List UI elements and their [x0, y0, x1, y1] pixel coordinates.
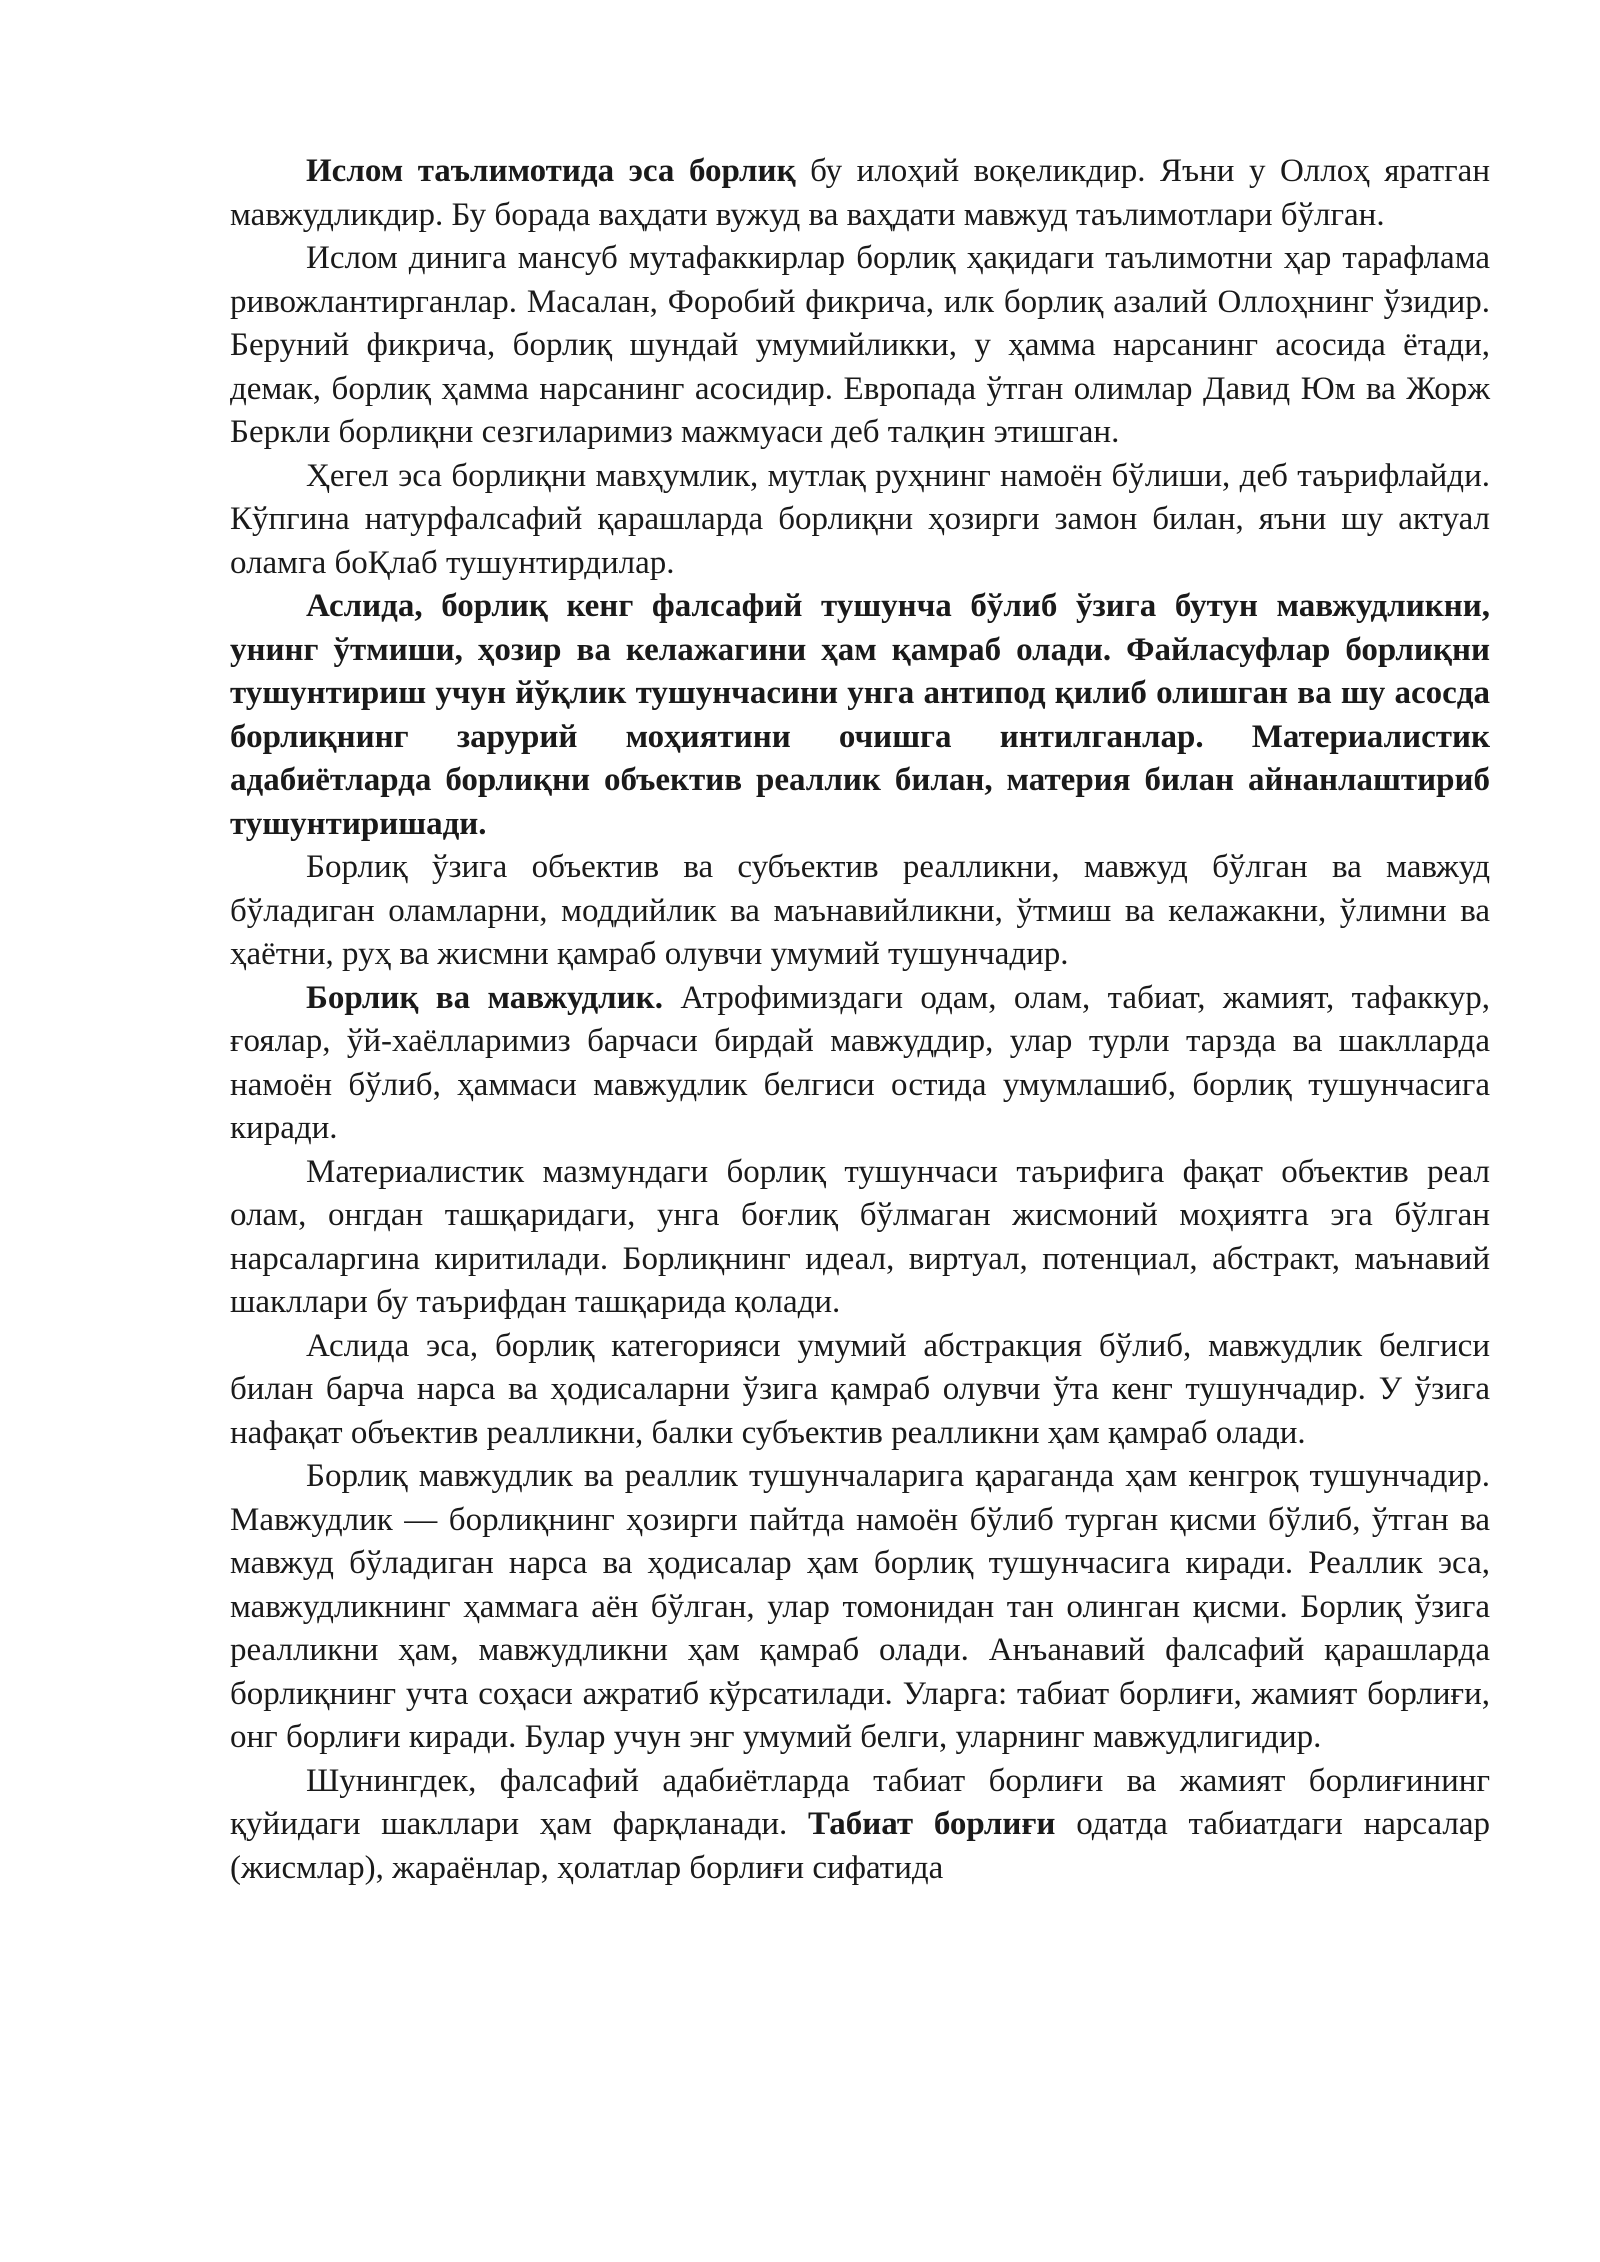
paragraph-text-after: одатда табиатдаги нарсалар (жисмлар), жараёнлар, ҳолатлар борлиғи сифатида — [230, 1806, 1490, 1886]
paragraph-being-and-existence — [230, 977, 1490, 1151]
paragraph-lead-bold: Ислом таълимотида эса борлиқ — [306, 153, 796, 189]
paragraph-text: бу илоҳий воқеликдир. Яъни у Оллоҳ яратган мавжудликдир. Бу борада ваҳдати вужуд ва ваҳдати мавжуд таълимотлари бўлган. — [230, 153, 1490, 233]
paragraph-text: Ислом динига мансуб мутафаккирлар борлиқ ҳақидаги таълимотни ҳар тарафлама ривожлантирганлар. Масалан, Форобий фикрича, илк борлиқ азалий Оллоҳнинг ўзидир. Беруний фикрича, борлиқ шундай умумийликки, у ҳамма нарсанинг асосида ётади, демак, борлиқ ҳамма нарсанинг асосидир. Европада ўтган олимлар Давид Юм ва Жорж Беркли борлиқни сезгиларимиз мажмуаси деб талқин этишган. — [230, 240, 1490, 450]
paragraph-general-concept — [230, 846, 1490, 977]
paragraph-text: Материалистик мазмундаги борлиқ тушунчаси таърифига фақат объектив реал олам, онгдан ташқаридаги, унга боғлиқ бўлмаган жисмоний моҳиятга эга бўлган нарсаларгина киритилади. Борлиқнинг идеал, виртуал, потенциал, абстракт, маънавий шакллари бу таърифдан ташқарида қолади. — [230, 1153, 1490, 1320]
paragraph-category-abstraction — [230, 1325, 1490, 1456]
paragraph-text: Атрофимиздаги одам, олам, табиат, жамият, тафаккур, ғоялар, ўй-хаёлларимиз барчаси бирдай мавжуддир, улар турли тарзда ва шаклларда намоён бўлиб, ҳаммаси мавжудлик белгиси остида умумлашиб, борлиқ тушунчасига киради. — [230, 979, 1490, 1146]
paragraph-text: Аслида эса, борлиқ категорияси умумий абстракция бўлиб, мавжудлик белгиси билан барча нарса ва ҳодисаларни ўзига қамраб олувчи ўта кенг тушунчадир. У ўзига нафақат объектив реалликни, балки субъектив реалликни ҳам қамраб олади. — [230, 1327, 1490, 1451]
paragraph-islamic-thinkers — [230, 237, 1490, 455]
paragraph-materialist-definition — [230, 1151, 1490, 1325]
paragraph-text: Ҳегел эса борлиқни мавҳумлик, мутлақ руҳнинг намоён бўлиши, деб таърифлайди. Кўпгина натурфалсафий қарашларда борлиқни ҳозирги замон билан, яъни шу актуал оламга боҚлаб тушунтирдилар. — [230, 457, 1490, 581]
paragraph-islam-teaching — [230, 150, 1490, 237]
paragraph-text: Аслида, борлиқ кенг фалсафий тушунча бўлиб ўзига бутун мавжудликни, унинг ўтмиши, ҳозир ва келажагини ҳам қамраб олади. Файласуфлар борлиқни тушунтириш учун йўқлик тушунчасини унга антипод қилиб олишган ва шу асосда борлиқнинг зарурий моҳиятини очишга интилганлар. Материалистик адабиётларда борлиқни объектив реаллик билан, материя билан айнанлаштириб тушунтиришади. — [230, 588, 1490, 842]
paragraph-text: Борлиқ мавжудлик ва реаллик тушунчаларига қараганда ҳам кенгроқ тушунчадир. Мавжудлик — борлиқнинг ҳозирги пайтда намоён бўлиб турган қисми бўлиб, ўтган ва мавжуд бўладиган нарса ва ҳодисалар ҳам борлиқ тушунчасига киради. Реаллик эса, мавжудликнинг ҳаммага аён бўлган, улар томонидан тан олинган қисми. Борлиқ ўзига реалликни ҳам, мавжудликни ҳам қамраб олади. Анъанавий фалсафий қарашларда борлиқнинг учта соҳаси ажратиб кўрсатилади. Уларга: табиат борлиғи, жамият борлиғи, онг борлиғи киради. Булар учун энг умумий белги, уларнинг мавжудлигидир. — [230, 1458, 1490, 1755]
paragraph-mid-bold: Табиат борлиғи — [808, 1806, 1056, 1842]
paragraph-reality-comparison — [230, 1455, 1490, 1760]
paragraph-forms-of-being — [230, 1760, 1490, 1891]
paragraph-text: Борлиқ ўзига объектив ва субъектив реалликни, мавжуд бўлган ва мавжуд бўладиган оламларни, моддийлик ва маънавийликни, ўтмиш ва келажакни, ўлимни ва ҳаётни, руҳ ва жисмни қамраб олувчи умумий тушунчадир. — [230, 849, 1490, 972]
document-page — [230, 150, 1490, 1890]
paragraph-broad-concept — [230, 585, 1490, 846]
paragraph-text: Шунингдек, фалсафий адабиётларда табиат борлиғи ва жамият борлиғининг қуйидаги шакллари ҳам фарқланади. — [230, 1762, 1490, 1842]
paragraph-hegel — [230, 455, 1490, 586]
paragraph-lead-bold: Борлиқ ва мавжудлик. — [306, 979, 663, 1016]
